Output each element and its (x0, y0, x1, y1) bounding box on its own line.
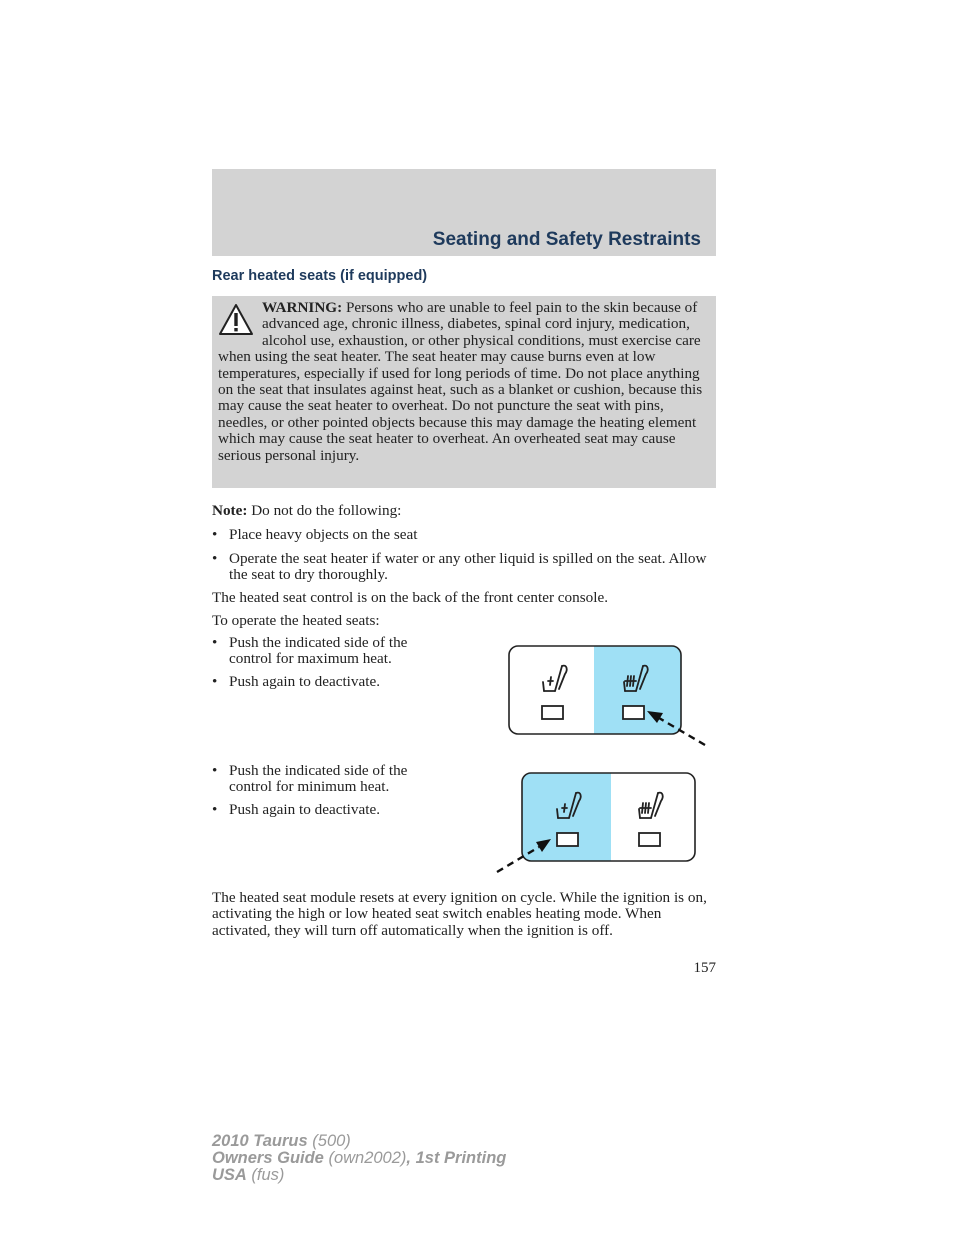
page-number: 157 (693, 960, 716, 976)
seat-heat-high-icon (639, 793, 663, 818)
note-line (212, 503, 401, 519)
subheading: Rear heated seats (if equipped) (212, 268, 428, 284)
note-text: Do not do the following: (251, 502, 402, 519)
warning-triangle-icon (218, 303, 254, 337)
footer-line-3: USA (fus) (212, 1166, 285, 1184)
reset-paragraph: The heated seat module resets at every ignition on cycle. While the ignition is on, activating the high or low heated seat switch enables heating mode. When activated, they will turn off automatically when the ignition is off. (212, 889, 707, 939)
warning-label: WARNING: (262, 299, 343, 316)
warning-box (212, 296, 716, 488)
indicator-light (557, 833, 578, 846)
indicator-light (639, 833, 660, 846)
operate-intro: To operate the heated seats: (212, 612, 380, 629)
warning-text: Persons who are unable to feel pain to the skin because of advanced age, chronic illness, diabetes, spinal cord injury, medication, alcohol use, exhaustion, or other physical conditions, must exercise care when using the seat heater. The seat heater may cause burns even at low temperatures, especially if used for long periods of time. Do not place anything on the seat that insulates against heat, such as a blanket or cushion, because this may cause the seat heater to overheat. Do not puncture the seat with pins, needles, or other pointed objects because this may damage the heating element which may cause the seat heater to overheat. An overheated seat may cause serious personal injury. (218, 299, 703, 464)
footer-line-2: Owners Guide (own2002), 1st Printing (212, 1149, 507, 1167)
min-heat-control-illustration (492, 771, 698, 875)
indicator-light (542, 706, 563, 719)
indicator-light (623, 706, 644, 719)
seat-heat-low-icon (543, 666, 567, 691)
section-title: Seating and Safety Restraints (432, 229, 701, 250)
note-label: Note: (212, 502, 248, 519)
max-heat-control-illustration (505, 644, 711, 748)
footer (212, 1133, 506, 1184)
section-header-band (212, 169, 716, 256)
location-paragraph: The heated seat control is on the back of the front center console. (212, 589, 608, 606)
footer-line-1: 2010 Taurus (500) (212, 1132, 351, 1150)
